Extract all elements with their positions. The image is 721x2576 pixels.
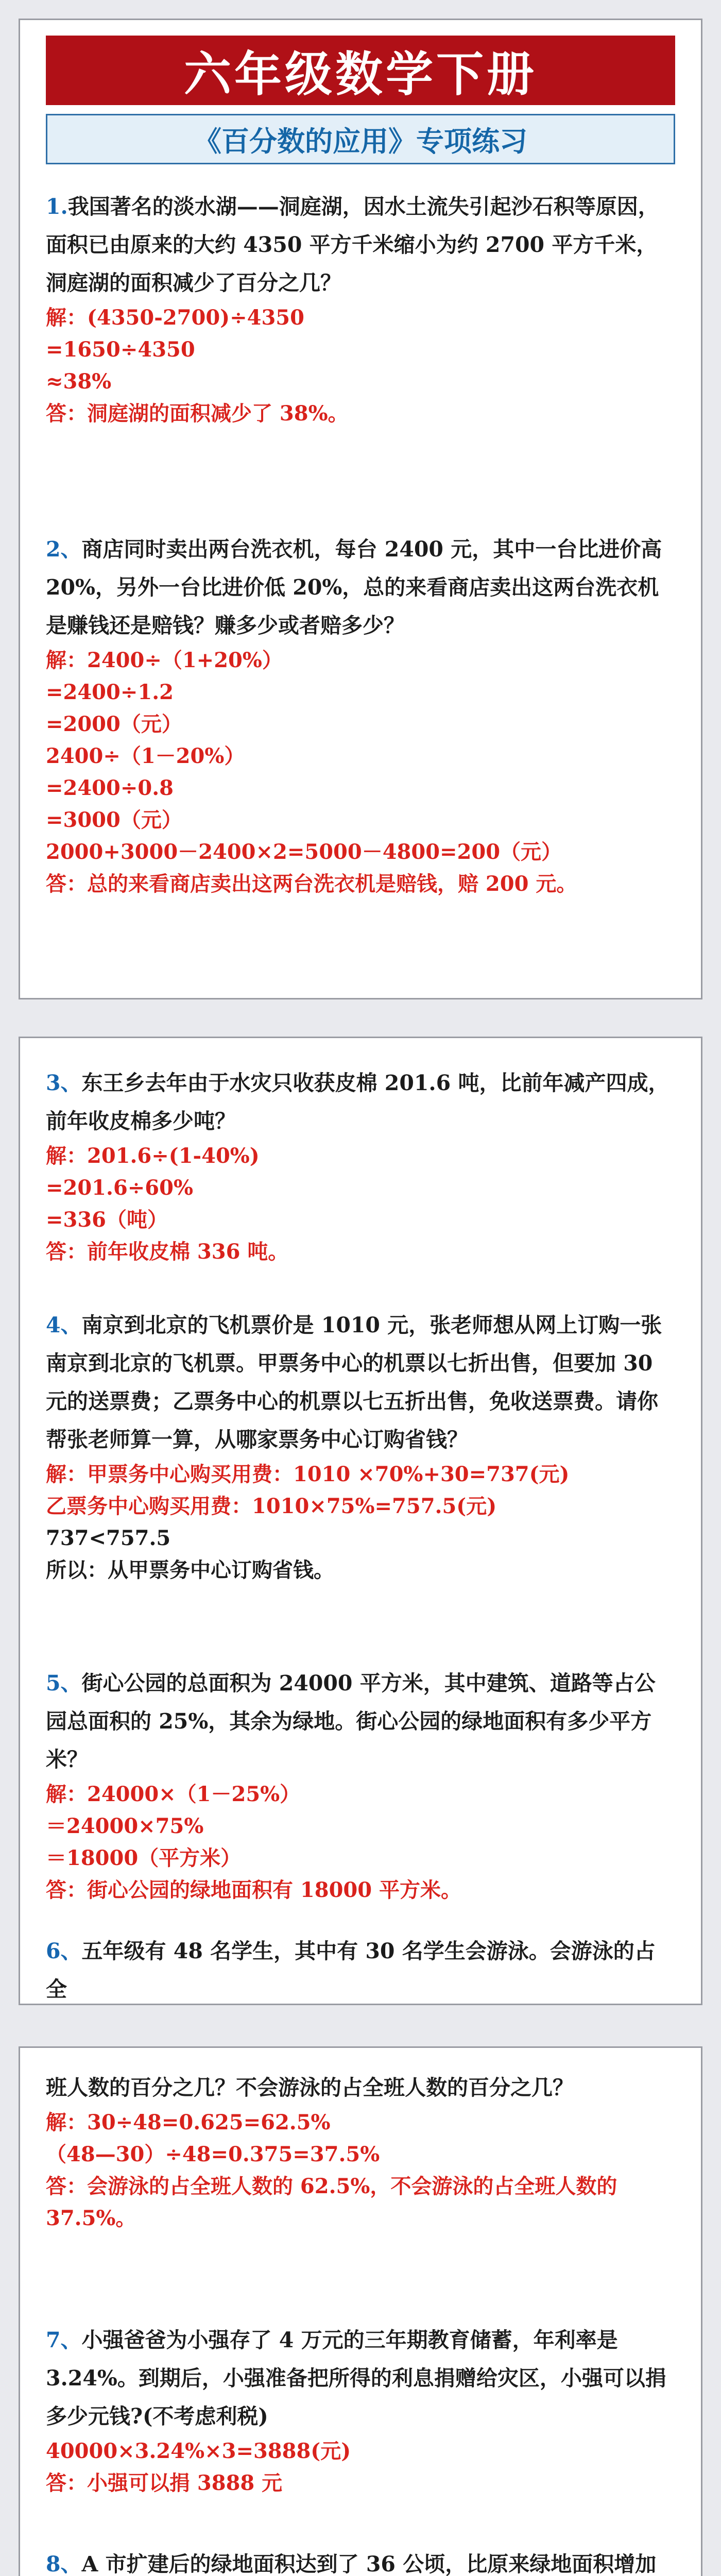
- solution-line: =2000（元）: [46, 712, 182, 736]
- problem-8: [46, 2545, 675, 2576]
- solution-line: =2400÷0.8: [46, 776, 174, 800]
- problem-1-text: 我国著名的淡水湖——洞庭湖，因水土流失引起沙石积等原因，面积已由原来的大约 4350 平方千米缩小为约 2700 平方千米，洞庭湖的面积减少了百分之几？: [46, 194, 659, 295]
- problem-4-text: 南京到北京的飞机票价是 1010 元，张老师想从网上订购一张南京到北京的飞机票。甲票务中心的机票以七折出售，但要加 30 元的送票费；乙票务中心的机票以七五折出售，免收送票费。请你帮张老师算一算，从哪家票务中心订购省钱？: [46, 1313, 662, 1452]
- problem-7-question: [46, 2321, 675, 2435]
- problem-6-number: 6、: [46, 1939, 82, 1963]
- solution-line: ≈38%: [46, 369, 112, 394]
- page-1: [19, 19, 702, 999]
- solution-line: 解：30÷48=0.625=62.5%: [46, 2110, 331, 2134]
- problem-4: [46, 1306, 675, 1586]
- problem-4-question: [46, 1306, 675, 1459]
- problem-1-question: [46, 188, 675, 302]
- solution-line: 40000×3.24%×3=3888(元): [46, 2439, 351, 2463]
- solution-line: ＝18000（平方米）: [46, 1846, 242, 1870]
- problem-2: [46, 530, 675, 900]
- page-subtitle: 《百分数的应用》专项练习: [46, 114, 675, 164]
- solution-line: 乙票务中心购买用费：1010×75%=757.5(元): [46, 1494, 497, 1518]
- problem-4-number: 4、: [46, 1313, 82, 1337]
- answer-line: 答：街心公园的绿地面积有 18000 平方米。: [46, 1878, 462, 1902]
- problem-6-start: [46, 1932, 675, 2008]
- problem-6-question-start: [46, 1932, 675, 2008]
- solution-line: （48—30）÷48=0.375=37.5%: [46, 2142, 380, 2166]
- problem-6-text-a: 五年级有 48 名学生，其中有 30 名学生会游泳。会游泳的占全: [46, 1939, 656, 2002]
- problem-3-question: [46, 1064, 675, 1140]
- problem-5-text: 街心公园的总面积为 24000 平方米，其中建筑、道路等占公园总面积的 25%，其余为绿地。街心公园的绿地面积有多少平方米？: [46, 1671, 656, 1772]
- problem-7: [46, 2321, 675, 2499]
- problem-1-number: 1.: [46, 194, 68, 219]
- problem-5-number: 5、: [46, 1671, 82, 1696]
- conclusion-line: 所以：从甲票务中心订购省钱。: [46, 1558, 334, 1582]
- page-title: 六年级数学下册: [46, 36, 675, 105]
- solution-line: =201.6÷60%: [46, 1176, 193, 1200]
- problem-8-number: 8、: [46, 2552, 82, 2576]
- problem-8-question: [46, 2545, 675, 2576]
- solution-line: ＝24000×75%: [46, 1814, 204, 1838]
- page-3: [19, 2046, 702, 2576]
- solution-line: 2000+3000－2400×2=5000－4800=200（元）: [46, 840, 562, 864]
- problem-1: [46, 188, 675, 430]
- solution-line: =336（吨）: [46, 1208, 168, 1232]
- problem-7-number: 7、: [46, 2328, 82, 2352]
- solution-line: 解：24000×（1－25%）: [46, 1782, 301, 1806]
- solution-line: =2400÷1.2: [46, 680, 174, 704]
- problem-5: [46, 1664, 675, 1906]
- problem-2-question: [46, 530, 675, 645]
- problem-7-text: 小强爸爸为小强存了 4 万元的三年期教育储蓄，年利率是 3.24%。到期后，小强准备把所得的利息捐赠给灾区，小强可以捐多少元钱?(不考虑利税): [46, 2328, 666, 2429]
- solution-line: 2400÷（1－20%）: [46, 744, 245, 768]
- problem-6-text-b: 班人数的百分之几？不会游泳的占全班人数的百分之几？: [46, 2075, 574, 2100]
- answer-line: 答：小强可以捐 3888 元: [46, 2471, 283, 2495]
- problem-5-question: [46, 1664, 675, 1778]
- solution-line: =3000（元）: [46, 808, 182, 832]
- answer-line: 答：洞庭湖的面积减少了 38%。: [46, 401, 349, 426]
- page-2: [19, 1037, 702, 2005]
- solution-line: 解：(4350-2700)÷4350: [46, 306, 304, 330]
- problem-6-cont: [46, 2069, 675, 2234]
- problem-3: [46, 1064, 675, 1268]
- solution-line: =1650÷4350: [46, 337, 195, 362]
- answer-line: 答：会游泳的占全班人数的 62.5%，不会游泳的占全班人数的 37.5%。: [46, 2174, 617, 2230]
- solution-line: 解：2400÷（1+20%）: [46, 648, 283, 672]
- comparison-line: 737<757.5: [46, 1526, 171, 1550]
- answer-line: 答：总的来看商店卖出这两台洗衣机是赔钱，赔 200 元。: [46, 872, 577, 896]
- problem-3-text: 东王乡去年由于水灾只收获皮棉 201.6 吨，比前年减产四成，前年收皮棉多少吨？: [46, 1071, 670, 1133]
- solution-line: 解：甲票务中心购买用费：1010 ×70%+30=737(元): [46, 1462, 570, 1486]
- problem-8-text: A 市扩建后的绿地面积达到了 36 公顷，比原来绿地面积增加: [81, 2552, 657, 2576]
- answer-line: 答：前年收皮棉 336 吨。: [46, 1240, 289, 1264]
- problem-2-number: 2、: [46, 537, 82, 562]
- solution-line: 解：201.6÷(1-40%): [46, 1144, 260, 1168]
- problem-2-text: 商店同时卖出两台洗衣机，每台 2400 元，其中一台比进价高 20%，另外一台比进价低 20%，总的来看商店卖出这两台洗衣机是赚钱还是赔钱？赚多少或者赔多少？: [46, 537, 662, 638]
- problem-3-number: 3、: [46, 1071, 82, 1095]
